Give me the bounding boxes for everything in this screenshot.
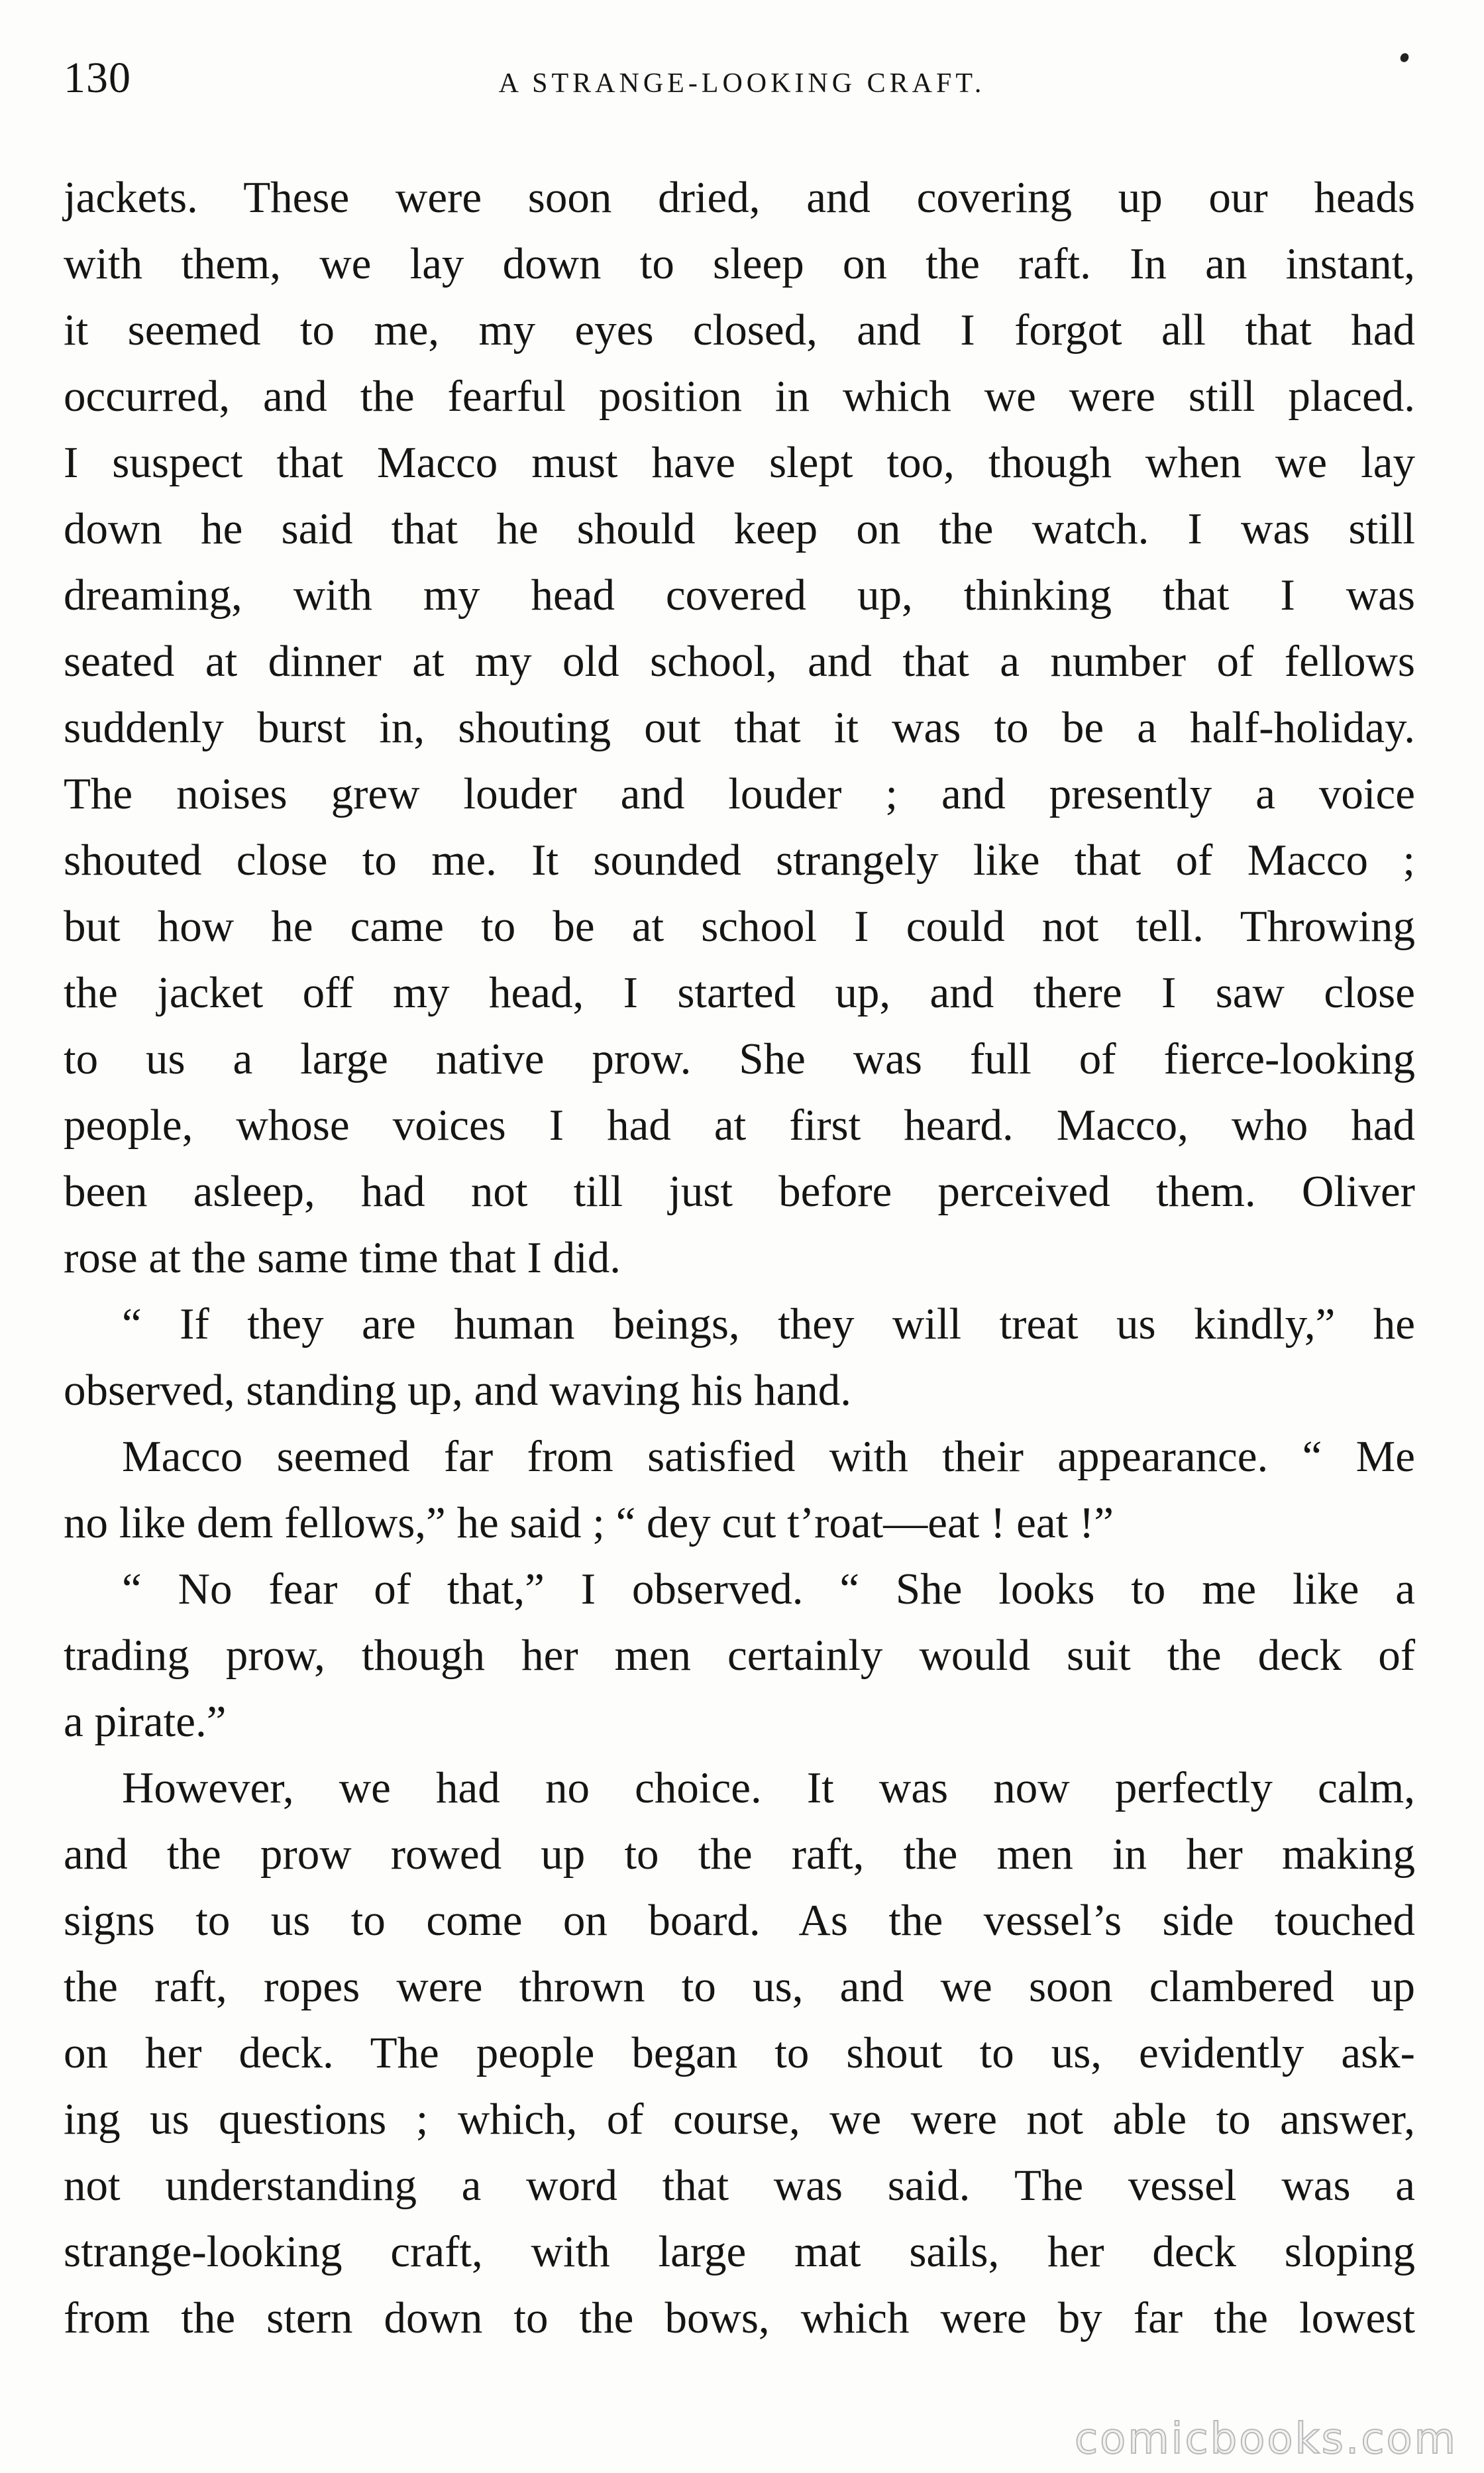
page-header	[64, 53, 1420, 119]
text-line: with them, we lay down to sleep on the raft. In an instant,	[64, 239, 1415, 288]
text-line: Macco seemed far from satisfied with their appearance. “ Me	[122, 1432, 1415, 1481]
text-line: on her deck. The people began to shout to us, evidently ask-	[64, 2028, 1415, 2077]
text-line: a pirate.”	[64, 1697, 227, 1746]
text-line: but how he came to be at school I could not tell. Throwing	[64, 902, 1415, 951]
text-line: However, we had no choice. It was now perfectly calm,	[122, 1763, 1415, 1812]
text-line: the jacket off my head, I started up, and there I saw close	[64, 968, 1415, 1017]
page-number: 130	[64, 54, 131, 102]
text-line: ing us questions ; which, of course, we were not able to answer,	[64, 2095, 1415, 2144]
text-line: The noises grew louder and louder ; and presently a voice	[64, 769, 1415, 818]
text-line: “ No fear of that,” I observed. “ She looks to me like a	[122, 1565, 1415, 1614]
text-line: the raft, ropes were thrown to us, and we soon clambered up	[64, 1962, 1415, 2011]
text-line: observed, standing up, and waving his hand.	[64, 1366, 852, 1415]
text-line: seated at dinner at my old school, and that a number of fellows	[64, 637, 1415, 686]
text-line: jackets. These were soon dried, and covering up our heads	[64, 173, 1415, 222]
text-line: occurred, and the fearful position in which we were still placed.	[64, 372, 1415, 421]
watermark: comicbooks.com	[1074, 2415, 1458, 2464]
text-line: rose at the same time that I did.	[64, 1233, 621, 1282]
text-line: it seemed to me, my eyes closed, and I forgot all that had	[64, 305, 1415, 355]
ink-speck	[1399, 52, 1410, 64]
text-line: been asleep, had not till just before perceived them. Oliver	[64, 1167, 1415, 1216]
text-line: signs to us to come on board. As the vessel’s side touched	[64, 1896, 1415, 1945]
text-line: down he said that he should keep on the watch. I was still	[64, 504, 1415, 553]
text-line: not understanding a word that was said. The vessel was a	[64, 2161, 1415, 2210]
text-line: shouted close to me. It sounded strangely like that of Macco ;	[64, 836, 1415, 885]
text-line: trading prow, though her men certainly would suit the deck of	[64, 1631, 1415, 1680]
text-line: and the prow rowed up to the raft, the men in her making	[64, 1830, 1415, 1879]
text-line: strange-looking craft, with large mat sails, her deck sloping	[64, 2227, 1415, 2276]
text-line: from the stern down to the bows, which were by far the lowest	[64, 2293, 1415, 2342]
text-line: suddenly burst in, shouting out that it was to be a half-holiday.	[64, 703, 1415, 752]
text-line: to us a large native prow. She was full of fierce-looking	[64, 1034, 1415, 1083]
text-line: people, whose voices I had at first heard. Macco, who had	[64, 1101, 1415, 1150]
text-line: dreaming, with my head covered up, thinking that I was	[64, 571, 1415, 620]
text-line: “ If they are human beings, they will treat us kindly,” he	[122, 1299, 1415, 1348]
text-line: no like dem fellows,” he said ; “ dey cut t’roat—eat ! eat !”	[64, 1498, 1114, 1547]
running-head: A STRANGE-LOOKING CRAFT.	[498, 68, 986, 99]
body-text	[64, 164, 1415, 2351]
text-line: I suspect that Macco must have slept too, though when we lay	[64, 438, 1415, 487]
